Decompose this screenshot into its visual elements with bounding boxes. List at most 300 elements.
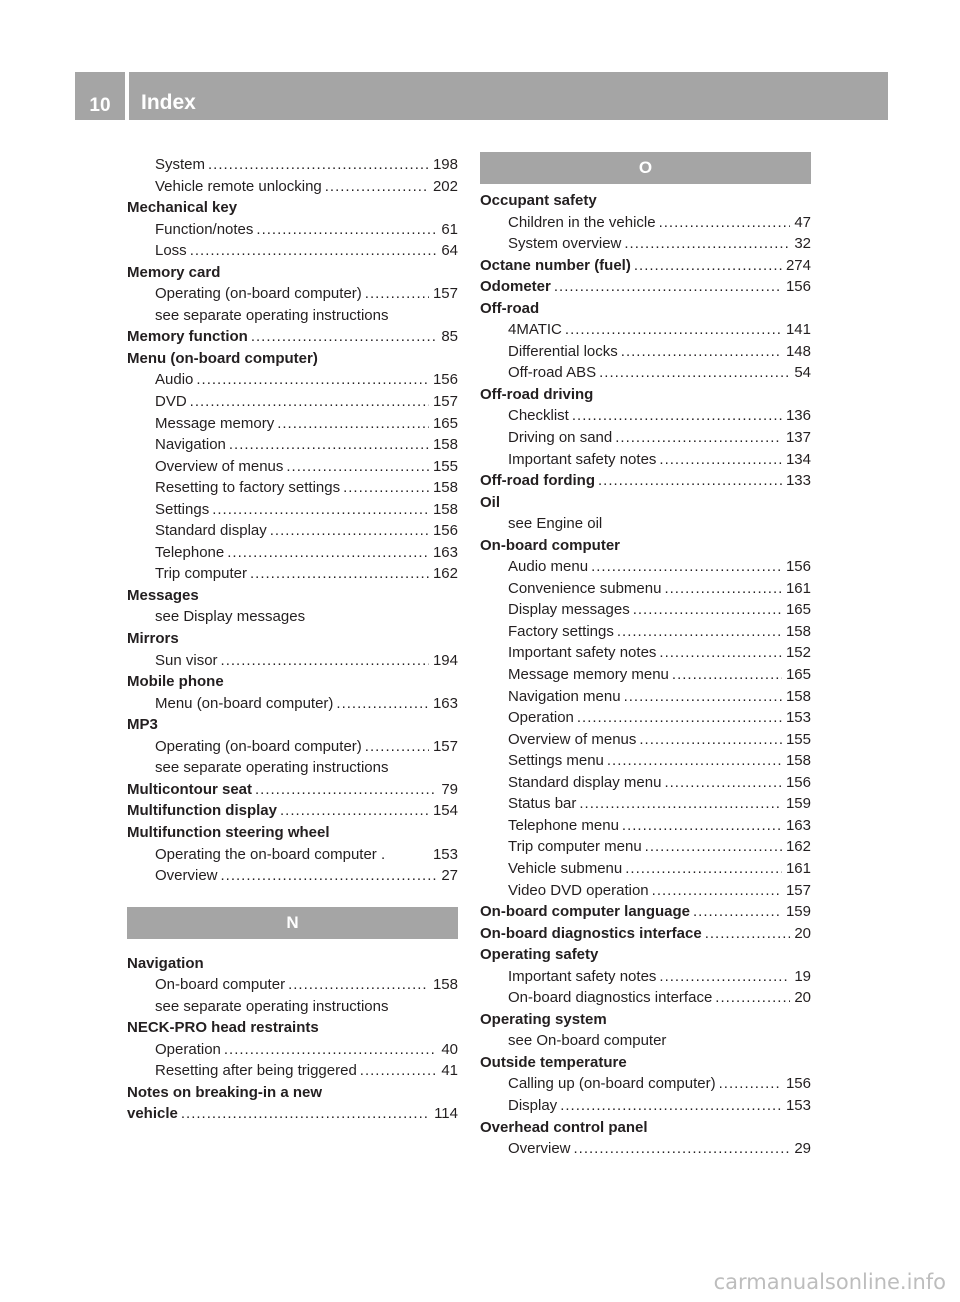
index-entry bbox=[127, 262, 458, 284]
page-reference: 152 bbox=[785, 644, 811, 662]
index-subentry bbox=[127, 219, 458, 241]
index-entry bbox=[127, 1082, 458, 1104]
page-reference: 134 bbox=[785, 450, 811, 468]
page-reference: 158 bbox=[432, 479, 458, 497]
page-reference: 20 bbox=[794, 924, 811, 942]
dot-leader bbox=[221, 650, 429, 672]
dot-leader bbox=[255, 779, 437, 801]
index-entry bbox=[127, 1017, 458, 1039]
dot-leader bbox=[664, 772, 782, 794]
index-entry bbox=[127, 822, 458, 844]
dot-leader bbox=[572, 405, 782, 427]
dot-leader bbox=[360, 1060, 438, 1082]
dot-leader bbox=[256, 219, 437, 241]
entry-text: Notes on breaking-in a new bbox=[127, 1083, 323, 1101]
page-reference: 274 bbox=[785, 256, 811, 274]
dot-leader bbox=[659, 966, 790, 988]
index-subentry bbox=[480, 1073, 811, 1095]
entry-text: Mobile phone bbox=[127, 673, 224, 691]
entry-text: Trip computer bbox=[155, 565, 247, 583]
dot-leader bbox=[652, 880, 782, 902]
dot-leader bbox=[621, 341, 782, 363]
dot-leader bbox=[574, 1138, 791, 1160]
entry-text: Important safety notes bbox=[508, 450, 657, 468]
dot-leader bbox=[715, 987, 790, 1009]
index-subentry bbox=[480, 319, 811, 341]
index-subentry bbox=[480, 686, 811, 708]
entry-text: Multicontour seat bbox=[127, 780, 253, 798]
dot-leader bbox=[705, 923, 791, 945]
entry-text: Multifunction steering wheel bbox=[127, 823, 330, 841]
dot-leader bbox=[599, 362, 790, 384]
spacer bbox=[127, 939, 458, 953]
page-reference: 158 bbox=[432, 500, 458, 518]
index-subentry bbox=[127, 996, 458, 1018]
dot-leader bbox=[577, 707, 782, 729]
entry-text: Menu (on-board computer) bbox=[127, 349, 318, 367]
entry-text: Off-road bbox=[480, 299, 540, 317]
dot-leader bbox=[224, 1039, 437, 1061]
entry-text: System bbox=[155, 156, 206, 173]
entry-text: Display bbox=[508, 1096, 558, 1114]
index-subentry bbox=[480, 449, 811, 471]
entry-text: On-board computer bbox=[155, 976, 286, 994]
dot-leader bbox=[693, 901, 782, 923]
entry-text: Convenience submenu bbox=[508, 579, 662, 597]
entry-text: Children in the vehicle bbox=[508, 213, 656, 231]
entry-text: Overview bbox=[508, 1140, 571, 1158]
index-subentry bbox=[127, 1039, 458, 1061]
page-reference: 161 bbox=[785, 579, 811, 597]
dot-leader bbox=[229, 434, 429, 456]
index-subentry bbox=[127, 477, 458, 499]
entry-text: Outside temperature bbox=[480, 1053, 627, 1071]
entry-text: Off-road fording bbox=[480, 472, 595, 490]
index-subentry bbox=[480, 513, 811, 535]
page-reference: 137 bbox=[785, 429, 811, 447]
page-reference: 155 bbox=[432, 457, 458, 475]
page-reference: 157 bbox=[432, 393, 458, 411]
index-subentry bbox=[480, 405, 811, 427]
entry-text: Standard display bbox=[155, 522, 267, 540]
index-column-right bbox=[480, 152, 811, 1160]
index-subentry bbox=[480, 427, 811, 449]
entry-text: Settings menu bbox=[508, 752, 604, 770]
entry-text: Operation bbox=[508, 709, 574, 727]
dot-leader bbox=[565, 319, 782, 341]
page-reference: 40 bbox=[441, 1040, 458, 1058]
page-reference: 133 bbox=[785, 472, 811, 490]
page-reference: 165 bbox=[785, 666, 811, 684]
entry-text: see separate operating instructions bbox=[155, 759, 389, 777]
index-subentry bbox=[127, 757, 458, 779]
dot-leader bbox=[325, 176, 429, 198]
index-subentry bbox=[480, 341, 811, 363]
page-reference: 153 bbox=[785, 709, 811, 727]
index-subentry bbox=[480, 362, 811, 384]
spacer bbox=[127, 887, 458, 907]
dot-leader bbox=[633, 599, 782, 621]
page-reference: 198 bbox=[432, 156, 458, 173]
index-subentry bbox=[480, 880, 811, 902]
entry-text: see On-board computer bbox=[508, 1032, 667, 1050]
entry-text: Message memory bbox=[155, 414, 275, 432]
entry-text: MP3 bbox=[127, 716, 158, 734]
dot-leader bbox=[208, 154, 429, 176]
index-entry bbox=[480, 298, 811, 320]
entry-text: Messages bbox=[127, 586, 199, 604]
dot-leader bbox=[227, 542, 429, 564]
entry-text: Navigation bbox=[127, 954, 204, 972]
page-reference: 153 bbox=[432, 845, 458, 863]
index-subentry bbox=[127, 176, 458, 198]
page-reference: 163 bbox=[432, 694, 458, 712]
entry-text: vehicle bbox=[127, 1105, 178, 1123]
page-reference: 159 bbox=[785, 903, 811, 921]
page-reference: 156 bbox=[785, 773, 811, 791]
entry-text: Occupant safety bbox=[480, 192, 597, 209]
entry-text: Overview of menus bbox=[508, 730, 637, 748]
entry-text: Message memory menu bbox=[508, 666, 669, 684]
entry-text: Navigation menu bbox=[508, 687, 621, 705]
index-entry bbox=[480, 1009, 811, 1031]
entry-text: Vehicle remote unlocking bbox=[155, 177, 322, 195]
index-subentry bbox=[127, 456, 458, 478]
page-reference: 202 bbox=[432, 177, 458, 195]
entry-text: Status bar bbox=[508, 795, 577, 813]
index-subentry bbox=[127, 391, 458, 413]
index-entry bbox=[127, 779, 458, 801]
section-header: N bbox=[127, 907, 458, 939]
index-subentry bbox=[480, 815, 811, 837]
page-reference: 158 bbox=[432, 436, 458, 454]
page-reference: 158 bbox=[785, 752, 811, 770]
entry-text: Loss bbox=[155, 242, 187, 260]
entry-text: On-board computer language bbox=[480, 903, 691, 921]
dot-leader bbox=[190, 391, 429, 413]
index-entry bbox=[127, 1103, 458, 1125]
entry-text: Overhead control panel bbox=[480, 1118, 648, 1136]
index-subentry bbox=[480, 212, 811, 234]
entry-text: Telephone menu bbox=[508, 816, 619, 834]
index-subentry bbox=[127, 844, 458, 866]
page-reference: 159 bbox=[785, 795, 811, 813]
dot-leader bbox=[659, 642, 782, 664]
index-subentry bbox=[127, 865, 458, 887]
page-reference: 156 bbox=[785, 278, 811, 296]
entry-text: Menu (on-board computer) bbox=[155, 694, 334, 712]
index-subentry bbox=[480, 750, 811, 772]
index-entry bbox=[127, 800, 458, 822]
page-reference: 161 bbox=[785, 859, 811, 877]
index-entry bbox=[480, 255, 811, 277]
entry-text: 4MATIC bbox=[508, 321, 562, 339]
index-subentry bbox=[127, 499, 458, 521]
page-reference: 114 bbox=[434, 1105, 458, 1123]
entry-text: Driving on sand bbox=[508, 429, 613, 447]
index-subentry bbox=[127, 542, 458, 564]
index-subentry bbox=[127, 1060, 458, 1082]
index-subentry bbox=[127, 563, 458, 585]
dot-leader bbox=[659, 212, 791, 234]
dot-leader bbox=[270, 520, 429, 542]
dot-leader bbox=[645, 836, 782, 858]
page-reference: 27 bbox=[441, 867, 458, 885]
index-column-left bbox=[127, 154, 458, 1125]
header-divider bbox=[125, 72, 129, 120]
page-reference: 156 bbox=[432, 522, 458, 540]
index-subentry bbox=[480, 233, 811, 255]
index-subentry bbox=[480, 987, 811, 1009]
page-reference: 158 bbox=[432, 976, 458, 994]
page-number: 10 bbox=[89, 95, 111, 116]
dot-leader bbox=[336, 693, 429, 715]
dot-leader bbox=[181, 1103, 430, 1125]
entry-text: Mirrors bbox=[127, 630, 179, 648]
index-subentry bbox=[127, 283, 458, 305]
entry-text: see separate operating instructions bbox=[155, 306, 389, 324]
dot-leader bbox=[639, 729, 782, 751]
entry-text: Off-road driving bbox=[480, 385, 594, 403]
dot-leader bbox=[286, 456, 429, 478]
index-entry bbox=[480, 535, 811, 557]
index-subentry bbox=[127, 154, 458, 176]
entry-text: DVD bbox=[155, 393, 187, 411]
dot-leader bbox=[212, 499, 429, 521]
entry-text: Checklist bbox=[508, 407, 569, 425]
entry-text: Audio bbox=[155, 371, 194, 389]
index-entry bbox=[480, 276, 811, 298]
dot-leader bbox=[672, 664, 782, 686]
entry-text: Oil bbox=[480, 493, 501, 511]
page-reference: 158 bbox=[785, 687, 811, 705]
page-reference: 157 bbox=[785, 881, 811, 899]
page-reference: 157 bbox=[432, 285, 458, 303]
dot-leader bbox=[554, 276, 782, 298]
page-title: Index bbox=[141, 91, 196, 114]
page-reference: 20 bbox=[794, 989, 811, 1007]
index-subentry bbox=[480, 556, 811, 578]
entry-text: Operating (on-board computer) bbox=[155, 737, 362, 755]
index-subentry bbox=[480, 664, 811, 686]
page-reference: 156 bbox=[785, 1075, 811, 1093]
dot-leader bbox=[624, 686, 782, 708]
page-reference: 85 bbox=[441, 328, 458, 346]
dot-leader bbox=[221, 865, 438, 887]
entry-text: System overview bbox=[508, 235, 622, 253]
page-reference: 19 bbox=[794, 967, 811, 985]
dot-leader bbox=[607, 750, 782, 772]
page-reference: 162 bbox=[785, 838, 811, 856]
entry-text: Sun visor bbox=[155, 651, 218, 669]
index-subentry bbox=[127, 240, 458, 262]
page-reference: 32 bbox=[794, 235, 811, 253]
entry-text: Operating the on-board computer . bbox=[155, 845, 386, 863]
page-reference: 153 bbox=[785, 1096, 811, 1114]
entry-text: Differential locks bbox=[508, 342, 618, 360]
dot-leader bbox=[625, 858, 782, 880]
entry-text: Off-road ABS bbox=[508, 364, 597, 382]
entry-text: Video DVD operation bbox=[508, 881, 649, 899]
section-header: O bbox=[480, 152, 811, 184]
page-reference: 136 bbox=[785, 407, 811, 425]
dot-leader bbox=[288, 974, 429, 996]
dot-leader bbox=[560, 1095, 782, 1117]
index-subentry bbox=[127, 736, 458, 758]
index-subentry bbox=[127, 413, 458, 435]
index-entry bbox=[127, 714, 458, 736]
dot-leader bbox=[365, 283, 429, 305]
entry-text: Calling up (on-board computer) bbox=[508, 1075, 716, 1093]
dot-leader bbox=[365, 736, 429, 758]
page-reference: 162 bbox=[432, 565, 458, 583]
entry-text: Factory settings bbox=[508, 622, 614, 640]
index-subentry bbox=[480, 1138, 811, 1160]
page-reference: 156 bbox=[432, 371, 458, 389]
entry-text: Navigation bbox=[155, 436, 226, 454]
entry-text: Audio menu bbox=[508, 558, 589, 576]
page-reference: 163 bbox=[785, 816, 811, 834]
index-subentry bbox=[480, 966, 811, 988]
page-reference: 157 bbox=[432, 737, 458, 755]
page-reference: 47 bbox=[794, 213, 811, 231]
index-subentry bbox=[480, 642, 811, 664]
page-reference: 158 bbox=[785, 622, 811, 640]
entry-text: NECK-PRO head restraints bbox=[127, 1019, 319, 1037]
entry-text: Overview bbox=[155, 867, 218, 885]
watermark: carmanualsonline.info bbox=[713, 1270, 946, 1294]
entry-text: Operating safety bbox=[480, 946, 599, 964]
index-subentry bbox=[480, 599, 811, 621]
index-entry bbox=[480, 190, 811, 212]
page-reference: 41 bbox=[441, 1062, 458, 1080]
index-subentry bbox=[127, 606, 458, 628]
dot-leader bbox=[251, 326, 437, 348]
index-entry bbox=[127, 348, 458, 370]
entry-text: Resetting to factory settings bbox=[155, 479, 341, 497]
entry-text: Memory card bbox=[127, 263, 221, 281]
index-subentry bbox=[127, 520, 458, 542]
index-entry bbox=[480, 901, 811, 923]
entry-text: see separate operating instructions bbox=[155, 997, 389, 1015]
entry-text: Multifunction display bbox=[127, 802, 277, 820]
page-reference: 54 bbox=[794, 364, 811, 382]
index-subentry bbox=[480, 1030, 811, 1052]
index-subentry bbox=[127, 974, 458, 996]
entry-text: Important safety notes bbox=[508, 967, 657, 985]
entry-text: Trip computer menu bbox=[508, 838, 642, 856]
dot-leader bbox=[280, 800, 429, 822]
dot-leader bbox=[659, 449, 782, 471]
index-subentry bbox=[480, 772, 811, 794]
index-subentry bbox=[127, 693, 458, 715]
entry-text: Standard display menu bbox=[508, 773, 662, 791]
entry-text: Vehicle submenu bbox=[508, 859, 623, 877]
dot-leader bbox=[598, 470, 782, 492]
index-entry bbox=[480, 470, 811, 492]
page-reference: 141 bbox=[785, 321, 811, 339]
index-entry bbox=[480, 492, 811, 514]
entry-text: Operation bbox=[155, 1040, 221, 1058]
index-entry bbox=[480, 384, 811, 406]
page-reference: 194 bbox=[432, 651, 458, 669]
index-entry bbox=[127, 671, 458, 693]
entry-text: Operating system bbox=[480, 1010, 607, 1028]
index-entry bbox=[127, 326, 458, 348]
page-reference: 156 bbox=[785, 558, 811, 576]
entry-text: Resetting after being triggered bbox=[155, 1062, 357, 1080]
index-entry bbox=[480, 1117, 811, 1139]
dot-leader bbox=[664, 578, 782, 600]
entry-text: Function/notes bbox=[155, 220, 254, 238]
entry-text: Important safety notes bbox=[508, 644, 657, 662]
entry-text: On-board diagnostics interface bbox=[508, 989, 713, 1007]
index-entry bbox=[480, 1052, 811, 1074]
dot-leader bbox=[719, 1073, 782, 1095]
entry-text: Overview of menus bbox=[155, 457, 284, 475]
index-subentry bbox=[480, 578, 811, 600]
entry-text: see Display messages bbox=[155, 608, 306, 626]
dot-leader bbox=[277, 413, 429, 435]
entry-text: On-board computer bbox=[480, 536, 621, 554]
index-entry bbox=[127, 197, 458, 219]
index-entry bbox=[127, 628, 458, 650]
page-reference: 155 bbox=[785, 730, 811, 748]
entry-text: Mechanical key bbox=[127, 199, 238, 217]
entry-text: Odometer bbox=[480, 278, 551, 296]
dot-leader bbox=[196, 369, 429, 391]
index-subentry bbox=[127, 305, 458, 327]
entry-text: Octane number (fuel) bbox=[480, 256, 631, 274]
page-reference: 154 bbox=[432, 802, 458, 820]
index-entry bbox=[480, 944, 811, 966]
entry-text: Settings bbox=[155, 500, 210, 518]
dot-leader bbox=[343, 477, 429, 499]
page-header bbox=[75, 72, 888, 120]
page-reference: 165 bbox=[432, 414, 458, 432]
index-subentry bbox=[480, 858, 811, 880]
index-subentry bbox=[480, 707, 811, 729]
index-entry bbox=[127, 585, 458, 607]
entry-text: On-board diagnostics interface bbox=[480, 924, 702, 942]
index-subentry bbox=[480, 729, 811, 751]
entry-text: Operating (on-board computer) bbox=[155, 285, 362, 303]
page-reference: 29 bbox=[794, 1140, 811, 1158]
index-subentry bbox=[480, 621, 811, 643]
index-subentry bbox=[127, 434, 458, 456]
index-subentry bbox=[480, 793, 811, 815]
index-subentry bbox=[127, 650, 458, 672]
index-subentry bbox=[127, 369, 458, 391]
index-entry bbox=[127, 953, 458, 975]
page-reference: 163 bbox=[432, 543, 458, 561]
dot-leader bbox=[250, 563, 429, 585]
page-reference: 64 bbox=[441, 242, 458, 260]
entry-text: Telephone bbox=[155, 543, 225, 561]
index-subentry bbox=[480, 836, 811, 858]
index-entry bbox=[480, 923, 811, 945]
page-reference: 148 bbox=[785, 342, 811, 360]
dot-leader bbox=[617, 621, 782, 643]
page-reference: 79 bbox=[441, 780, 458, 798]
dot-leader bbox=[190, 240, 438, 262]
dot-leader bbox=[622, 815, 782, 837]
entry-text: Display messages bbox=[508, 601, 630, 619]
dot-leader bbox=[579, 793, 782, 815]
page-reference: 61 bbox=[441, 220, 458, 238]
dot-leader bbox=[634, 255, 782, 277]
dot-leader bbox=[624, 233, 790, 255]
